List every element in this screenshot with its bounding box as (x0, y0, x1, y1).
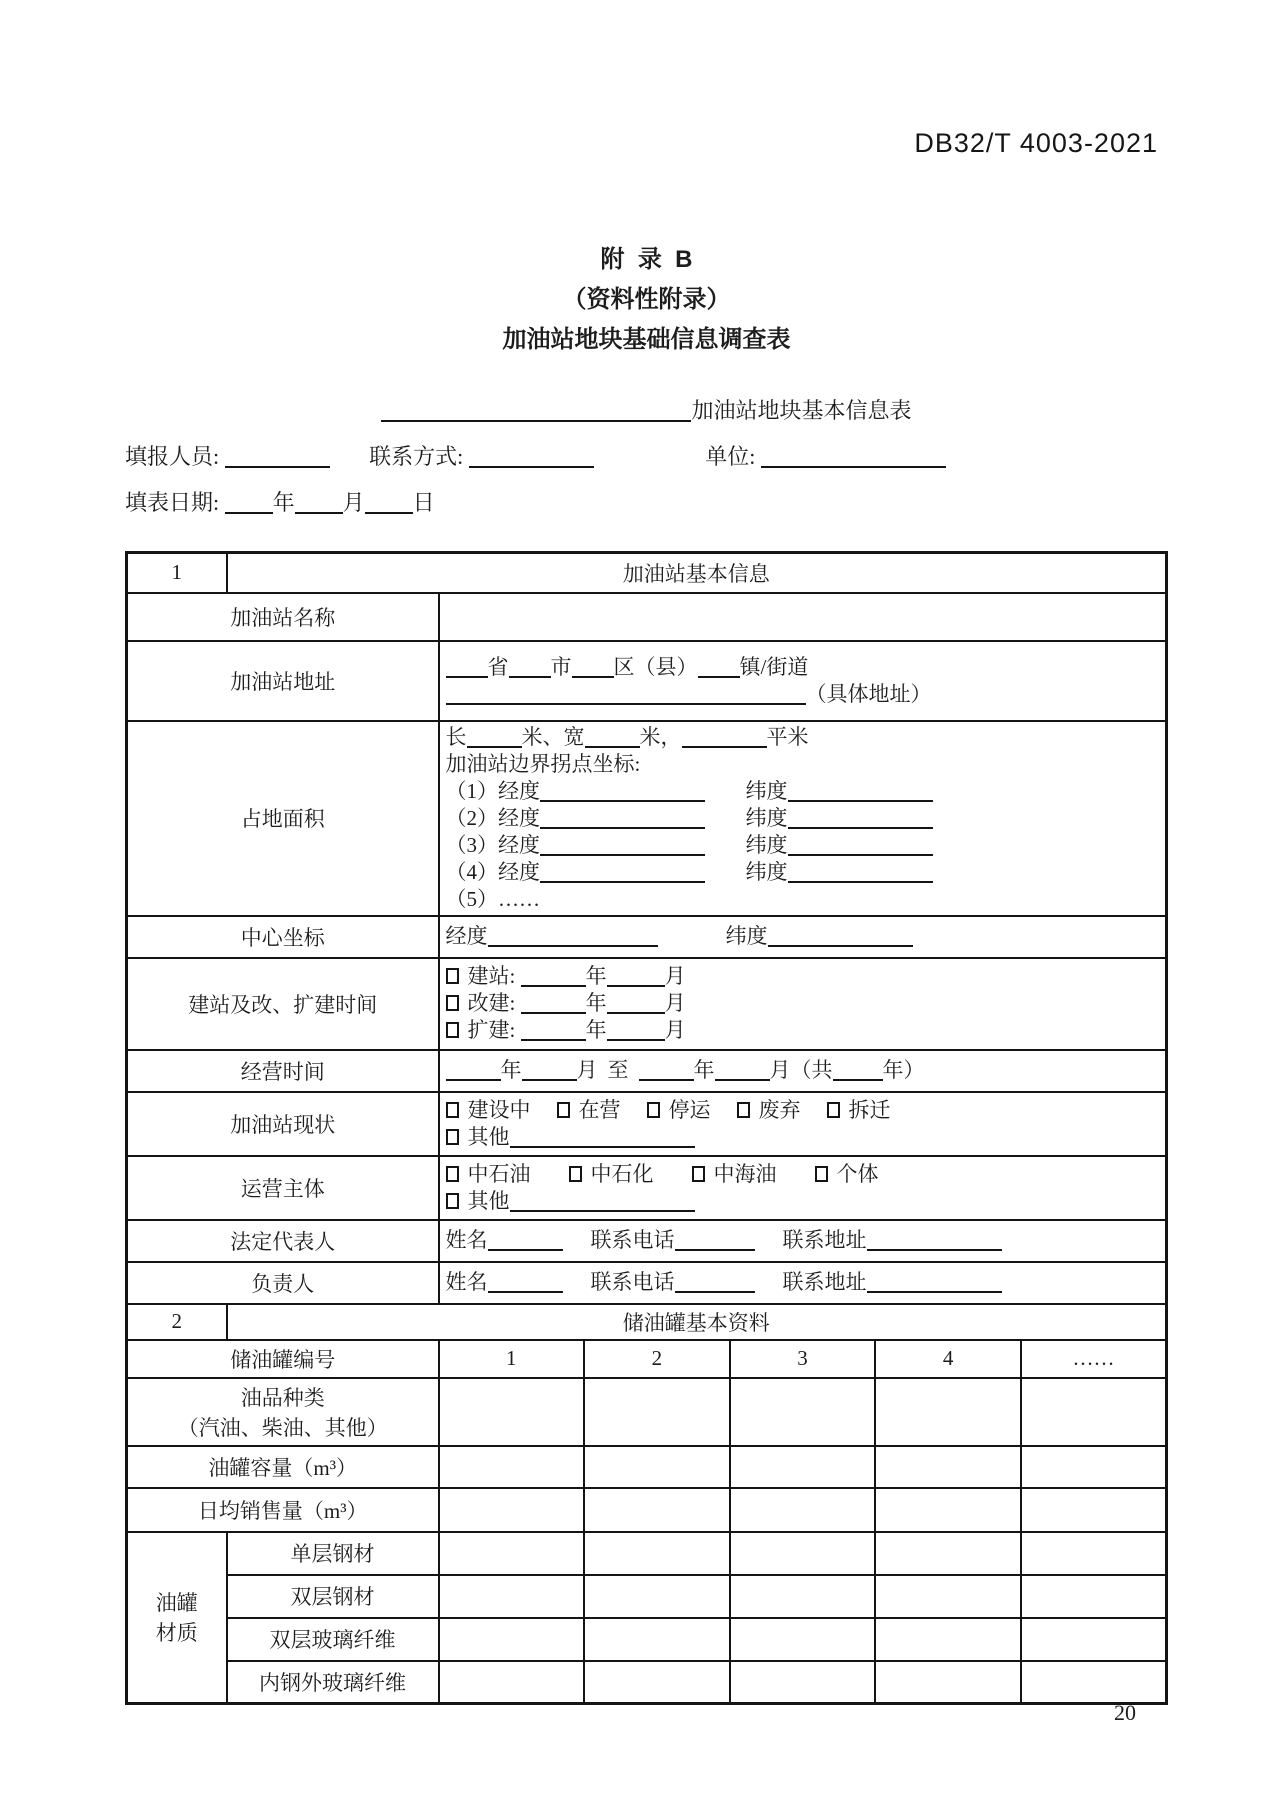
empty-cell (1021, 1575, 1167, 1618)
empty-cell (875, 1661, 1021, 1704)
legal-rep-row (127, 1220, 1167, 1262)
status-cell (439, 1092, 1167, 1156)
station-name-value-cell (439, 593, 1167, 641)
build-item-label: 建站: (467, 964, 516, 988)
checkbox-icon (569, 1166, 582, 1182)
status-option (737, 1097, 801, 1124)
empty-cell (875, 1488, 1021, 1532)
coord-more: （5）…… (445, 886, 540, 911)
month-char: 月 (664, 991, 686, 1015)
contact-field (369, 440, 594, 471)
year-char: 年 (500, 1058, 522, 1082)
total-prefix: （共 (790, 1058, 833, 1082)
blank-line (761, 448, 946, 468)
blank-line (867, 1231, 1002, 1251)
coord-no: （4） (445, 859, 498, 884)
address-part: 区（县） (613, 654, 698, 679)
tank-column-header: 3 (730, 1340, 876, 1378)
blank-line (833, 1061, 883, 1081)
blank-line (698, 658, 740, 678)
blank-line (682, 728, 767, 748)
area-part: 米、宽 (521, 724, 585, 749)
address-part: 省 (487, 654, 509, 679)
address-detail-suffix: （具体地址） (805, 681, 932, 706)
blank-line (572, 658, 614, 678)
date-label: 填表日期: (125, 490, 220, 515)
name-label: 姓名 (445, 1270, 488, 1294)
empty-cell (1021, 1446, 1167, 1488)
status-option-label: 建设中 (467, 1097, 531, 1122)
blank-line (768, 927, 913, 947)
build-item (446, 1017, 1160, 1044)
center-coord-label: 中心坐标 (127, 916, 439, 958)
month-char: 月 (342, 490, 365, 515)
area-part: 平米 (766, 724, 809, 749)
tank-capacity-label: 油罐容量（m³） (127, 1446, 439, 1488)
address-cell (439, 641, 1167, 721)
blank-line (488, 927, 658, 947)
blank-line (521, 1021, 586, 1041)
status-other-line (446, 1124, 1160, 1151)
oil-type-label (127, 1378, 439, 1446)
status-option (557, 1097, 621, 1124)
checkbox-icon (815, 1166, 828, 1182)
tank-column-header: 4 (875, 1340, 1021, 1378)
daily-sales-label: 日均销售量（m³） (127, 1488, 439, 1532)
address-label: 加油站地址 (127, 641, 439, 721)
blank-line (788, 809, 933, 829)
tank-column-header: …… (1021, 1340, 1167, 1378)
to-char: 至 (607, 1058, 629, 1082)
material-name: 内钢外玻璃纤维 (227, 1661, 439, 1704)
coord-no: （3） (445, 832, 498, 857)
address-part: 市 (550, 654, 572, 679)
empty-cell (584, 1378, 730, 1446)
unit-label: 单位: (705, 444, 756, 469)
manager-row (127, 1262, 1167, 1304)
tank-material-label-line2: 材质 (155, 1621, 198, 1646)
caption-suffix: 加油站地块基本信息表 (691, 398, 912, 423)
empty-cell (730, 1618, 876, 1661)
empty-cell (584, 1575, 730, 1618)
operate-time-row (127, 1050, 1167, 1092)
year-char: 年 (585, 991, 607, 1015)
tank-number-row (127, 1340, 1167, 1378)
build-item-label: 扩建: (467, 1018, 516, 1042)
empty-cell (439, 1618, 585, 1661)
empty-cell (875, 1446, 1021, 1488)
lat-label: 纬度 (745, 859, 788, 884)
total-suffix: 年） (882, 1058, 925, 1082)
operate-time-line (446, 1057, 1160, 1084)
checkbox-icon (446, 995, 459, 1011)
material-name: 双层玻璃纤维 (227, 1618, 439, 1661)
center-coord-line (446, 923, 1160, 950)
station-name-row (127, 593, 1167, 641)
blank-line (488, 1273, 563, 1293)
coord-lng-group (446, 859, 746, 886)
empty-cell (730, 1378, 876, 1446)
material-row (127, 1661, 1167, 1704)
empty-cell (439, 1575, 585, 1618)
lat-label: 纬度 (745, 805, 788, 830)
material-row (127, 1618, 1167, 1661)
blank-line (788, 782, 933, 802)
tank-material-label-line1: 油罐 (155, 1591, 198, 1616)
empty-cell (730, 1488, 876, 1532)
month-char: 月 (664, 1018, 686, 1042)
checkbox-icon (647, 1102, 660, 1118)
status-option (827, 1097, 891, 1124)
blank-line (295, 494, 343, 514)
legal-rep-label: 法定代表人 (127, 1220, 439, 1262)
blank-line (607, 994, 665, 1014)
status-label: 加油站现状 (127, 1092, 439, 1156)
coord-line (446, 859, 1160, 886)
blank-line (225, 448, 330, 468)
blank-line (381, 402, 691, 422)
checkbox-icon (446, 1022, 459, 1038)
section2-number: 2 (127, 1304, 227, 1340)
blank-line (446, 685, 806, 705)
blank-line (521, 967, 586, 987)
empty-cell (730, 1446, 876, 1488)
operator-option-label: 个体 (836, 1161, 879, 1186)
blank-line (788, 863, 933, 883)
checkbox-icon (557, 1102, 570, 1118)
checkbox-icon (446, 1193, 459, 1209)
operator-options-line (446, 1161, 1160, 1188)
material-row (127, 1532, 1167, 1575)
coord-lng-group (446, 805, 746, 832)
tank-column-header: 2 (584, 1340, 730, 1378)
build-item (446, 963, 1160, 990)
coord-line (446, 832, 1160, 859)
blank-line (607, 1021, 665, 1041)
build-item-label: 改建: (467, 991, 516, 1015)
empty-cell (439, 1446, 585, 1488)
blank-line (788, 836, 933, 856)
boundary-label: 加油站边界拐点坐标: (445, 751, 641, 776)
daily-sales-row (127, 1488, 1167, 1532)
operator-other-line (446, 1188, 1160, 1215)
empty-cell (584, 1446, 730, 1488)
year-char: 年 (585, 964, 607, 988)
operator-row (127, 1156, 1167, 1220)
empty-cell (1021, 1532, 1167, 1575)
lng-label: 经度 (498, 859, 540, 884)
blank-line (540, 863, 705, 883)
day-char: 日 (412, 490, 435, 515)
standard-number: DB32/T 4003-2021 (914, 128, 1158, 158)
empty-cell (584, 1661, 730, 1704)
build-time-cell (439, 958, 1167, 1050)
empty-cell (1021, 1661, 1167, 1704)
status-option-label: 废弃 (758, 1097, 801, 1122)
material-row (127, 1575, 1167, 1618)
empty-cell (584, 1532, 730, 1575)
blank-line (488, 1231, 563, 1251)
section1-number: 1 (127, 553, 227, 593)
operator-option (569, 1161, 654, 1188)
build-time-label: 建站及改、扩建时间 (127, 958, 439, 1050)
manager-cell (439, 1262, 1167, 1304)
operate-time-cell (439, 1050, 1167, 1092)
section2-header-row (127, 1304, 1167, 1340)
section1-header-row (127, 553, 1167, 593)
page-number: 20 (1114, 1700, 1136, 1725)
build-time-row (127, 958, 1167, 1050)
empty-cell (439, 1532, 585, 1575)
operator-option-label: 中海油 (713, 1161, 777, 1186)
coord-no: （1） (445, 778, 498, 803)
empty-cell (439, 1488, 585, 1532)
address-row (127, 641, 1167, 721)
person-line (446, 1269, 1160, 1296)
address-line-1 (446, 654, 1160, 681)
empty-cell (875, 1532, 1021, 1575)
address-part: 镇/街道 (739, 654, 809, 679)
empty-cell (875, 1378, 1021, 1446)
addr-label: 联系地址 (782, 1228, 867, 1252)
empty-cell (875, 1618, 1021, 1661)
blank-line (540, 809, 705, 829)
table-caption (125, 394, 1168, 425)
filler-label: 填报人员: (125, 444, 220, 469)
status-options-line (446, 1097, 1160, 1124)
checkbox-icon (692, 1166, 705, 1182)
status-option (647, 1097, 711, 1124)
area-size-line (446, 724, 1160, 751)
status-row (127, 1092, 1167, 1156)
checkbox-icon (446, 968, 459, 984)
tank-capacity-row (127, 1446, 1167, 1488)
meta-line-1 (125, 440, 1168, 471)
blank-line (469, 448, 594, 468)
status-option-label: 在营 (578, 1097, 621, 1122)
area-label: 占地面积 (127, 721, 439, 916)
status-option-label: 停运 (668, 1097, 711, 1122)
year-char: 年 (585, 1018, 607, 1042)
operate-time-label: 经营时间 (127, 1050, 439, 1092)
address-line-2 (446, 681, 1160, 708)
blank-line (540, 836, 705, 856)
blank-line (639, 1061, 694, 1081)
page-content (125, 240, 1168, 1705)
empty-cell (584, 1488, 730, 1532)
station-name-label: 加油站名称 (127, 593, 439, 641)
empty-cell (730, 1661, 876, 1704)
tank-material-label (127, 1532, 227, 1704)
blank-line (715, 1061, 770, 1081)
blank-line (510, 1128, 695, 1148)
area-cell (439, 721, 1167, 916)
blank-line (607, 967, 665, 987)
coord-line (446, 805, 1160, 832)
phone-label: 联系电话 (590, 1270, 675, 1294)
appendix-note: （资料性附录） (562, 286, 731, 313)
coord-line (446, 778, 1160, 805)
empty-cell (1021, 1378, 1167, 1446)
section2-title: 储油罐基本资料 (227, 1304, 1167, 1340)
empty-cell (875, 1575, 1021, 1618)
lng-label: 经度 (498, 805, 540, 830)
empty-cell (439, 1661, 585, 1704)
area-row (127, 721, 1167, 916)
blank-line (225, 494, 273, 514)
coord-no: （2） (445, 805, 498, 830)
lat-label: 纬度 (745, 832, 788, 857)
lng-label: 经度 (445, 924, 488, 948)
blank-line (867, 1273, 1002, 1293)
filler-field (125, 440, 330, 471)
center-lng-group (446, 923, 726, 950)
operator-option (446, 1161, 531, 1188)
addr-label: 联系地址 (782, 1270, 867, 1294)
material-name: 单层钢材 (227, 1532, 439, 1575)
blank-line (521, 994, 586, 1014)
empty-cell (439, 1378, 585, 1446)
status-option (446, 1097, 531, 1124)
checkbox-icon (827, 1102, 840, 1118)
oil-type-label-line1: 油品种类 (240, 1385, 325, 1410)
operator-option-label: 中石化 (590, 1161, 654, 1186)
status-option-label: 拆迁 (848, 1097, 891, 1122)
contact-label: 联系方式: (369, 444, 464, 469)
unit-field (705, 440, 946, 471)
person-line (446, 1227, 1160, 1254)
center-coord-row (127, 916, 1167, 958)
oil-type-row (127, 1378, 1167, 1446)
month-char: 月 (576, 1058, 598, 1082)
blank-line (467, 728, 522, 748)
month-char: 月 (769, 1058, 791, 1082)
build-item (446, 990, 1160, 1017)
empty-cell (730, 1532, 876, 1575)
operator-cell (439, 1156, 1167, 1220)
checkbox-icon (446, 1102, 459, 1118)
material-name: 双层钢材 (227, 1575, 439, 1618)
empty-cell (1021, 1618, 1167, 1661)
blank-line (365, 494, 413, 514)
tank-column-header: 1 (439, 1340, 585, 1378)
blank-line (540, 782, 705, 802)
operator-option-label: 中石油 (467, 1161, 531, 1186)
blank-line (446, 1061, 501, 1081)
legal-rep-cell (439, 1220, 1167, 1262)
area-part: 长 (445, 724, 467, 749)
oil-type-label-line2: （汽油、柴油、其他） (177, 1415, 388, 1440)
lng-label: 经度 (498, 832, 540, 857)
title-block (125, 240, 1168, 360)
lng-label: 经度 (498, 778, 540, 803)
section1-title: 加油站基本信息 (227, 553, 1167, 593)
manager-label: 负责人 (127, 1262, 439, 1304)
year-char: 年 (693, 1058, 715, 1082)
coord-lng-group (446, 778, 746, 805)
meta-line-2 (125, 486, 1168, 517)
blank-line (675, 1231, 755, 1251)
empty-cell (1021, 1488, 1167, 1532)
coord-lng-group (446, 832, 746, 859)
checkbox-icon (446, 1129, 459, 1145)
appendix-title: 附 录 B (600, 246, 693, 273)
tank-number-label: 储油罐编号 (127, 1340, 439, 1378)
lat-label: 纬度 (745, 778, 788, 803)
area-part: 米， (639, 724, 682, 749)
blank-line (522, 1061, 577, 1081)
lat-label: 纬度 (725, 924, 768, 948)
empty-cell (730, 1575, 876, 1618)
blank-line (585, 728, 640, 748)
name-label: 姓名 (445, 1228, 488, 1252)
center-coord-cell (439, 916, 1167, 958)
other-label: 其他 (467, 1124, 510, 1149)
checkbox-icon (446, 1166, 459, 1182)
operator-option (815, 1161, 879, 1188)
doc-title: 加油站地块基础信息调查表 (502, 326, 791, 353)
blank-line (675, 1273, 755, 1293)
blank-line (509, 658, 551, 678)
month-char: 月 (664, 964, 686, 988)
checkbox-icon (737, 1102, 750, 1118)
empty-cell (584, 1618, 730, 1661)
phone-label: 联系电话 (590, 1228, 675, 1252)
survey-table (125, 551, 1168, 1705)
year-char: 年 (272, 490, 295, 515)
operator-option (692, 1161, 777, 1188)
blank-line (510, 1192, 695, 1212)
other-label: 其他 (467, 1188, 510, 1213)
blank-line (446, 658, 488, 678)
operator-label: 运营主体 (127, 1156, 439, 1220)
